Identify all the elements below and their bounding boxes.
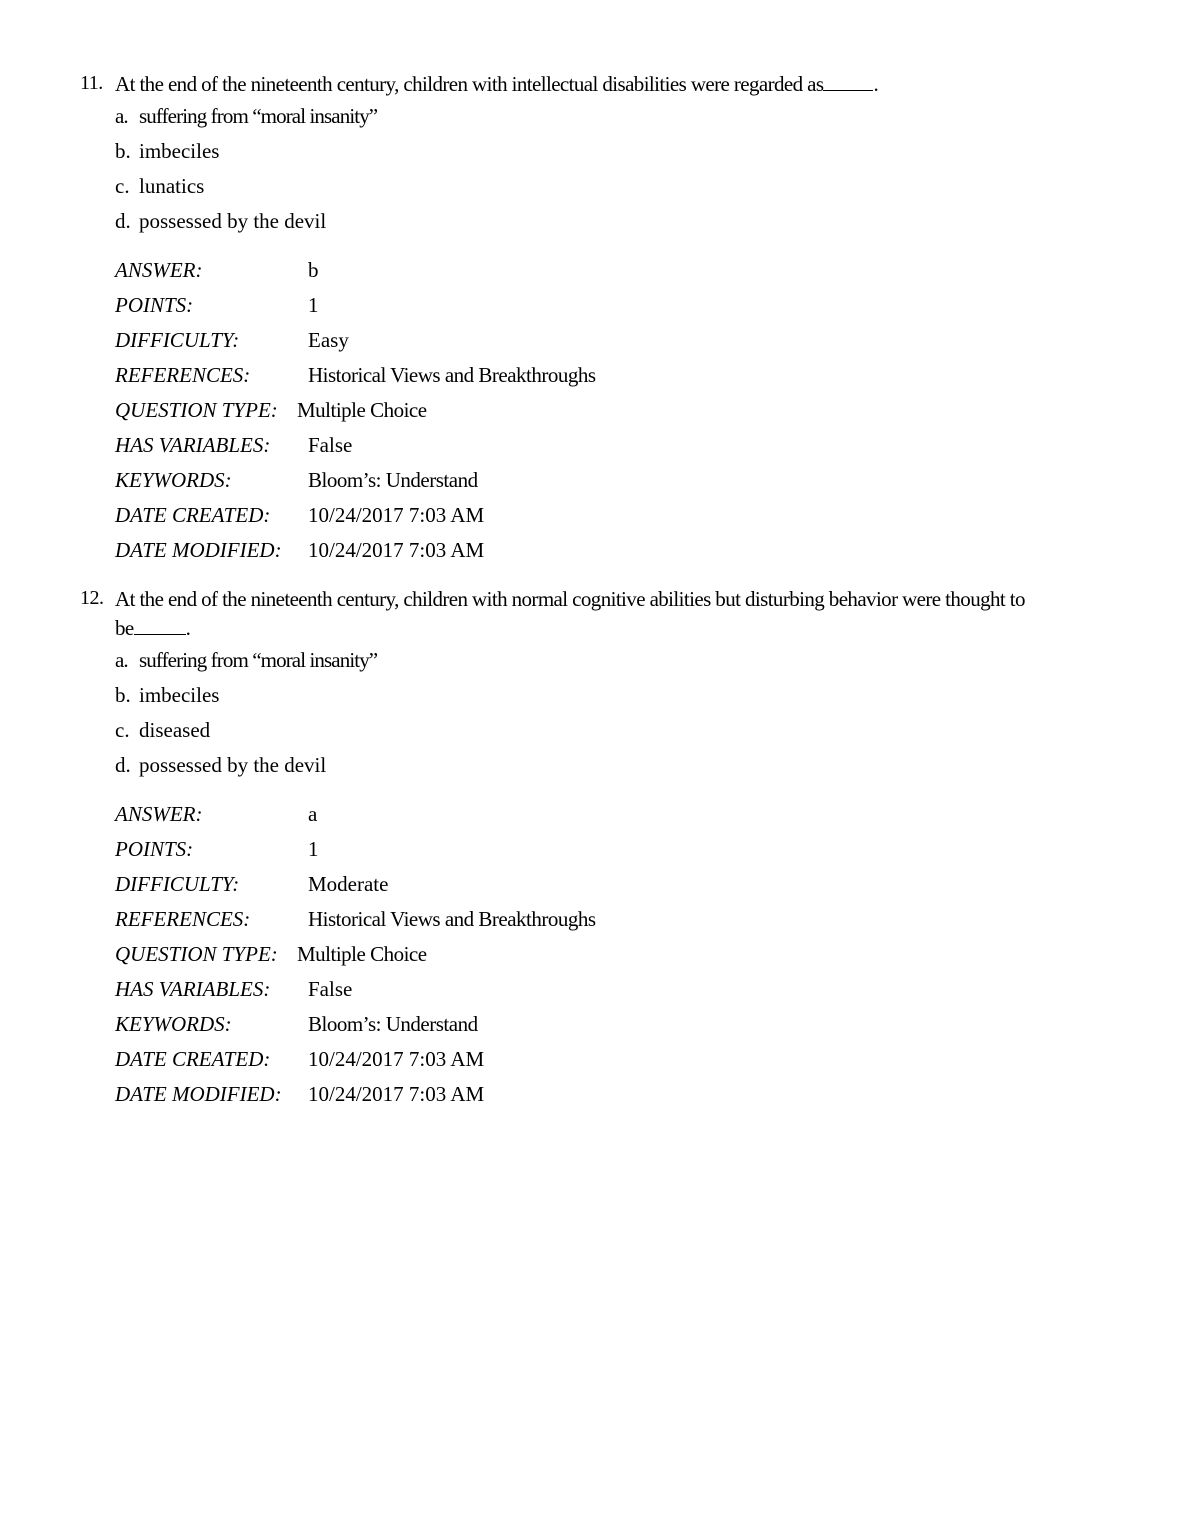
choice-text: suffering from “moral insanity”	[139, 104, 378, 128]
meta-value: 10/24/2017 7:03 AM	[308, 503, 485, 527]
meta-answer	[115, 258, 815, 288]
question-stem-line-2	[115, 614, 1115, 643]
meta-label: POINTS:	[115, 837, 194, 861]
meta-points	[115, 293, 815, 323]
choice-letter: d.	[115, 209, 131, 233]
question-stem	[115, 70, 1115, 99]
meta-question-type	[115, 942, 815, 972]
meta-label: HAS VARIABLES:	[115, 977, 271, 1001]
meta-value: False	[308, 977, 353, 1001]
meta-keywords	[115, 468, 815, 498]
choice-text: lunatics	[139, 174, 205, 198]
meta-date-modified	[115, 538, 815, 568]
meta-value: a	[308, 802, 318, 826]
choice-c	[115, 174, 204, 199]
choice-text: diseased	[139, 718, 211, 742]
choice-letter: a.	[115, 104, 128, 128]
meta-label: ANSWER:	[115, 802, 203, 826]
meta-value: Historical Views and Breakthroughs	[308, 907, 596, 931]
meta-has-variables	[115, 433, 815, 463]
question-stem-text: be	[115, 616, 134, 640]
meta-points	[115, 837, 815, 867]
meta-value: b	[308, 258, 319, 282]
meta-label: ANSWER:	[115, 258, 203, 282]
meta-value: Bloom’s: Understand	[308, 1012, 478, 1036]
meta-value: Bloom’s: Understand	[308, 468, 478, 492]
meta-label: REFERENCES:	[115, 907, 251, 931]
meta-difficulty	[115, 328, 815, 358]
meta-references	[115, 907, 815, 937]
meta-value: 1	[308, 293, 319, 317]
meta-value: 10/24/2017 7:03 AM	[308, 1082, 485, 1106]
meta-question-type	[115, 398, 815, 428]
answer-blank	[823, 72, 873, 91]
choice-letter: c.	[115, 718, 130, 742]
meta-value: 10/24/2017 7:03 AM	[308, 1047, 485, 1071]
meta-label: DATE CREATED:	[115, 1047, 271, 1071]
meta-value: Multiple Choice	[297, 942, 427, 966]
choice-c	[115, 718, 210, 743]
meta-keywords	[115, 1012, 815, 1042]
choice-d	[115, 753, 326, 778]
meta-value: Moderate	[308, 872, 389, 896]
answer-blank	[134, 616, 186, 635]
question-stem-line-1: At the end of the nineteenth century, children with normal cognitive abilities but disturbing behavior were thought to	[115, 587, 1025, 611]
question-number: 12.	[80, 587, 104, 609]
meta-value: 1	[308, 837, 319, 861]
question-stem-text: At the end of the nineteenth century, children with intellectual disabilities were regarded as	[115, 72, 824, 96]
choice-letter: c.	[115, 174, 130, 198]
meta-label: KEYWORDS:	[115, 1012, 232, 1036]
choice-text: possessed by the devil	[139, 209, 327, 233]
meta-value: False	[308, 433, 353, 457]
question-number: 11.	[80, 72, 103, 94]
choice-a	[115, 104, 377, 129]
meta-label: POINTS:	[115, 293, 194, 317]
choice-a	[115, 648, 377, 673]
meta-date-created	[115, 503, 815, 533]
choice-letter: a.	[115, 648, 128, 672]
meta-label: REFERENCES:	[115, 363, 251, 387]
choice-d	[115, 209, 326, 234]
meta-date-modified	[115, 1082, 815, 1112]
meta-date-created	[115, 1047, 815, 1077]
meta-label: KEYWORDS:	[115, 468, 232, 492]
choice-letter: b.	[115, 683, 131, 707]
choice-b	[115, 683, 219, 708]
choice-letter: b.	[115, 139, 131, 163]
meta-label: DATE MODIFIED:	[115, 1082, 282, 1106]
choice-text: imbeciles	[139, 139, 220, 163]
meta-value: Multiple Choice	[297, 398, 427, 422]
choice-text: possessed by the devil	[139, 753, 327, 777]
choice-b	[115, 139, 219, 164]
meta-value: Historical Views and Breakthroughs	[308, 363, 596, 387]
meta-value: 10/24/2017 7:03 AM	[308, 538, 485, 562]
question-stem-end: .	[185, 616, 191, 640]
meta-label: QUESTION TYPE:	[115, 942, 278, 966]
meta-answer	[115, 802, 815, 832]
meta-value: Easy	[308, 328, 349, 352]
question-stem	[115, 585, 1115, 643]
choice-text: imbeciles	[139, 683, 220, 707]
question-stem-end: .	[873, 72, 879, 96]
choice-letter: d.	[115, 753, 131, 777]
choice-text: suffering from “moral insanity”	[139, 648, 378, 672]
meta-label: DIFFICULTY:	[115, 328, 240, 352]
meta-difficulty	[115, 872, 815, 902]
meta-label: DATE MODIFIED:	[115, 538, 282, 562]
meta-references	[115, 363, 815, 393]
meta-label: HAS VARIABLES:	[115, 433, 271, 457]
meta-label: QUESTION TYPE:	[115, 398, 278, 422]
meta-has-variables	[115, 977, 815, 1007]
meta-label: DATE CREATED:	[115, 503, 271, 527]
meta-label: DIFFICULTY:	[115, 872, 240, 896]
